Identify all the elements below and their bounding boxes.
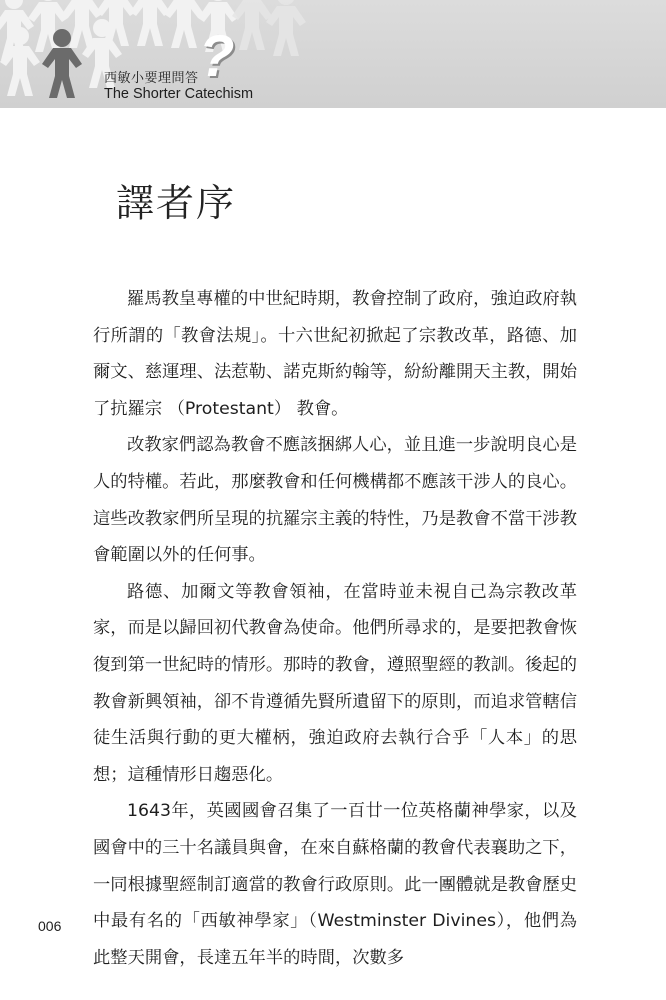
series-subtitle: The Shorter Catechism bbox=[104, 86, 254, 102]
question-mark-icon: ? bbox=[199, 24, 235, 89]
body-text bbox=[93, 281, 577, 976]
paragraph: 改教家們認為教會不應該捆綁人心，並且進一步說明良心是人的特權。若此，那麼教會和任何機構都不應該干涉人的良心。這些改教家們所呈現的抗羅宗主義的特性，乃是教會不當干涉教會範圍以外的任何事。 bbox=[93, 435, 577, 566]
paragraph: 路德、加爾文等教會領袖，在當時並未視自己為宗教改革家，而是以歸回初代教會為使命。他們所尋求的，是要把教會恢復到第一世紀時的情形。那時的教會，遵照聖經的教訓。後起的教會新興領袖，卻不肯遵循先賢所遺留下的原則，而追求管轄信徒生活與行動的更大權柄，強迫政府去執行合乎「人本」的思想；這種情形日趨惡化。 bbox=[93, 581, 577, 785]
series-title: 西敏小要理問答 bbox=[104, 71, 199, 86]
paragraph: 羅馬教皇專權的中世紀時期，教會控制了政府，強迫政府執行所謂的「教會法規」。十六世紀初掀起了宗教改革，路德、加爾文、慈運理、法惹勒、諾克斯約翰等，紛紛離開天主教，開始了抗羅宗 （Protestant） 教會。 bbox=[93, 289, 577, 419]
running-header bbox=[0, 0, 666, 108]
page-number: 006 bbox=[38, 918, 62, 934]
paragraph: 1643年，英國國會召集了一百廿一位英格蘭神學家，以及國會中的三十名議員與會，在來自蘇格蘭的教會代表襄助之下，一同根據聖經制訂適當的教會行政原則。此一團體就是教會歷史中最有名的「西敏神學家」（Westminster Divines），他們為此整天開會，長達五年半的時間，次數多 bbox=[93, 801, 577, 968]
people-chain-illustration bbox=[0, 0, 666, 108]
chapter-title: 譯者序 bbox=[116, 181, 237, 225]
